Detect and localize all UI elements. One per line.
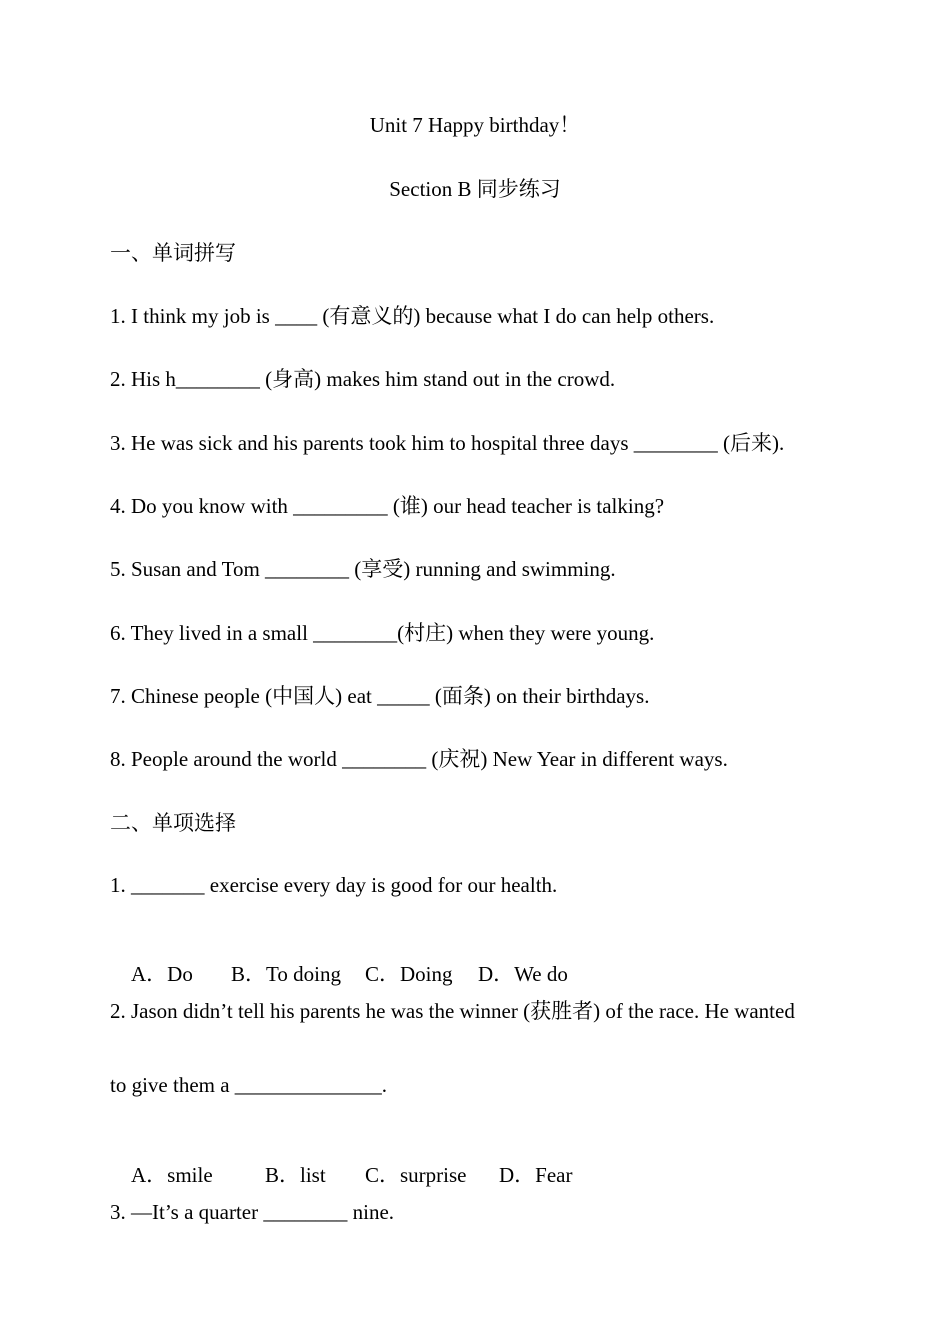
page-subtitle: Section B 同步练习	[389, 177, 561, 201]
spelling-item: 6. They lived in a small ________(村庄) when they were young.	[110, 621, 655, 645]
option-b: B．To doing	[231, 962, 341, 986]
option-c: C．surprise	[365, 1163, 467, 1187]
option-c: C．Doing	[365, 962, 453, 986]
spelling-item: 2. His h________ (身高) makes him stand out in the crowd.	[110, 367, 616, 391]
question-stem: 1. _______ exercise every day is good for our health.	[110, 873, 558, 897]
option-a: A．smile	[131, 1163, 213, 1187]
question-stem: 2. Jason didn’t tell his parents he was the winner (获胜者) of the race. He wanted	[110, 999, 795, 1023]
option-d: D．We do	[478, 962, 568, 986]
spelling-item: 1. I think my job is ____ (有意义的) because what I do can help others.	[110, 304, 715, 328]
spelling-item: 5. Susan and Tom ________ (享受) running and swimming.	[110, 557, 616, 581]
section-heading-choice: 二、单项选择	[110, 811, 236, 835]
spelling-item: 3. He was sick and his parents took him to hospital three days ________ (后来).	[110, 431, 785, 455]
option-a: A．Do	[131, 962, 193, 986]
spelling-item: 4. Do you know with _________ (谁) our head teacher is talking?	[110, 494, 665, 518]
section-heading-spelling: 一、单词拼写	[110, 241, 236, 265]
page-title: Unit 7 Happy birthday！	[369, 113, 581, 137]
option-b: B．list	[265, 1163, 326, 1187]
spelling-item: 7. Chinese people (中国人) eat _____ (面条) on their birthdays.	[110, 684, 650, 708]
question-stem-continued: to give them a ______________.	[110, 1073, 388, 1097]
option-d: D．Fear	[499, 1163, 573, 1187]
spelling-item: 8. People around the world ________ (庆祝) New Year in different ways.	[110, 747, 728, 771]
question-stem: 3. —It’s a quarter ________ nine.	[110, 1200, 395, 1224]
